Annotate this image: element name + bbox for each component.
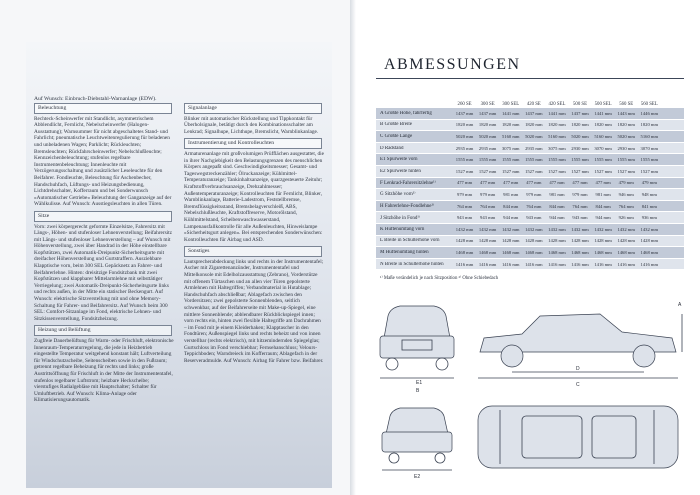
table-row	[376, 153, 684, 165]
table-cell: 1820 mm	[525, 122, 543, 128]
table-cell: 1416 mm	[571, 261, 589, 267]
table-cell: 948 mm	[641, 191, 657, 197]
table-cell: 1428 mm	[617, 238, 635, 244]
table-cell: 1468 mm	[640, 249, 659, 255]
row-label: H Fahrerlehne-Fondlehne¹⁾	[380, 204, 435, 210]
top-view-drawing	[478, 406, 678, 468]
label-e2: E2	[414, 474, 421, 480]
table-row	[376, 235, 684, 247]
table-cell: 943 mm	[526, 215, 542, 221]
row-label: A Größte Höhe, fahrfertig	[380, 110, 432, 116]
section-heading-signalanlage: Signalanlage	[184, 103, 322, 114]
table-cell: 1468 mm	[617, 249, 635, 255]
table-cell: 1441 mm	[594, 110, 612, 116]
table-cell: 979 mm	[572, 191, 588, 197]
front-view-drawing	[380, 306, 454, 394]
row-label: E2 Spurweite hinten	[380, 168, 421, 174]
table-row	[376, 119, 684, 131]
table-cell: 1555 mm	[455, 157, 474, 163]
table-cell: 477 mm	[526, 180, 542, 186]
table-cell: 5020 mm	[455, 133, 474, 139]
table-cell: 477 mm	[456, 180, 473, 186]
section-text-sitze: Vorn: zwei körpergerecht geformte Einzelsitze, Fahrersitz mit Längs-, Höhen- und stufenloser Lehnenverstellung; Beifahrersitz mit Längs- und stufenloser Lehnenverstellung – auf Wunsch mit Höhenverstellung, zwei über Handrad in der Höhe einstellbare Kopfstützen, zwei Automatik-Dreipunkt-Sicherheitsgurte mit dreifacher Höhenverstellung und Gurtstraffern. Ausziehbare Klapptische vorn, beim 300 SEL Gepäcknetz an Fahrer- und Beifahrerlehne. Hinten: dreisitzige Fondsitzbank mit zwei Kopfstützen und klappbarer Mittelarmlehne mit selbsttätiger Verriegelung; zwei Automatik-Dreipunkt-Sicherheitsgurte links und rechts außen, in der Mitte ein statischer Beckengurt. Auf Wunsch: elektrische Sitzverstellung mit und ohne Memory-Schaltung für Fahrer- und Beifahrersitz. Auf Wunsch beim 300 SEL: Comfort-Sitzanlage im Fond, elektrische Lehnen- und Sitzkissenverstellung, Fondsitzheizung.	[34, 223, 172, 322]
table-cell: 477 mm	[572, 180, 588, 186]
table-cell: 981 mm	[549, 191, 565, 197]
section-heading-sitze: Sitze	[34, 211, 172, 222]
row-label: E1 Spurweite vorn	[380, 157, 418, 163]
table-cell: 1428 mm	[525, 238, 543, 244]
table-cell: 844 mm	[503, 203, 519, 209]
table-cell: 477 mm	[480, 180, 496, 186]
table-cell: 2935 mm	[455, 145, 474, 151]
table-cell: 1437 mm	[525, 110, 543, 116]
table-row	[376, 188, 684, 200]
table-cell: 1555 mm	[571, 157, 589, 163]
section-text-signalanlage: Blinker mit automatischer Rückstellung und Tippkontakt für Überholsignale, betätigt durch den Kombinationsschalter am Lenkrad; Signalhupe, Lichthupe, Bremslicht, Warnblinkanlage.	[184, 115, 319, 135]
table-cell: 979 mm	[456, 191, 473, 197]
table-cell: 1416 mm	[548, 261, 566, 267]
table-cell: 943 mm	[480, 215, 496, 221]
table-cell: 1437 mm	[455, 110, 474, 116]
table-cell: 1446 mm	[640, 110, 659, 116]
column-header: 500 SE	[573, 102, 588, 107]
table-cell: 2935 mm	[525, 145, 543, 151]
table-cell: 477 mm	[503, 180, 519, 186]
rear-view-drawing	[382, 408, 452, 480]
column-header: 260 SE	[457, 102, 472, 107]
side-view-drawing	[478, 302, 682, 388]
table-cell: 1555 mm	[548, 157, 566, 163]
table-cell: 1428 mm	[478, 238, 497, 244]
section-text-heizung: Zugfreie Dauerbelüftung für Warm- oder Frischluft, elektronische Innenraum-Temperaturregelung, die jede in Heizbetrieb eingestellte Temperatur weitgehend konstant hält; Luftverteilung für Windschutzscheibe, Seitenscheiben sowie in den Fußraum; getrennt regelbare Beheizung für rechts und links; große Austrittsöffnung für Frischluft in der Mitte der Instrumententafel, stufenlos regelbarer Luftstrom; heizbare Heckscheibe; vierstufiges Radialgebläse mit Hauptschalter; Schalter für Umluftbetrieb. Auf Wunsch: Klima-Anlage oder Klimatisierungsautomatik.	[34, 338, 174, 404]
row-label: B Größte Breite	[380, 122, 412, 128]
table-cell: 1468 mm	[571, 249, 589, 255]
intro-text: Auf Wunsch: Einbruch-Diebstahl-Warnanlage (EDW).	[34, 96, 157, 102]
table-cell: 1527 mm	[617, 168, 635, 174]
table-cell: 979 mm	[480, 191, 496, 197]
table-row	[376, 165, 684, 177]
table-cell: 2935 mm	[478, 145, 497, 151]
table-cell: 1441 mm	[501, 110, 520, 116]
table-cell: 2930 mm	[617, 145, 635, 151]
table-cell: 1428 mm	[501, 238, 520, 244]
table-cell: 1820 mm	[455, 122, 474, 128]
table-cell: 1468 mm	[455, 249, 474, 255]
table-cell: 1416 mm	[617, 261, 635, 267]
table-cell: 1432 mm	[571, 226, 589, 232]
dimensions-table	[376, 98, 684, 269]
table-row	[376, 107, 684, 119]
table-cell: 5160 mm	[640, 133, 659, 139]
table-cell: 1416 mm	[478, 261, 497, 267]
table-cell: 1555 mm	[594, 157, 612, 163]
table-cell: 1555 mm	[640, 157, 659, 163]
table-cell: 1432 mm	[594, 226, 612, 232]
table-cell: 479 mm	[618, 180, 634, 186]
table-cell: 5020 mm	[571, 133, 589, 139]
table-cell: 1432 mm	[455, 226, 474, 232]
table-cell: 5160 mm	[594, 133, 612, 139]
table-cell: 5020 mm	[478, 133, 497, 139]
table-cell: 1432 mm	[501, 226, 520, 232]
table-cell: 944 mm	[595, 215, 611, 221]
table-cell: 1468 mm	[525, 249, 543, 255]
table-cell: 3070 mm	[640, 145, 659, 151]
table-cell: 844 mm	[595, 203, 611, 209]
label-e1: E1	[416, 380, 423, 386]
label-b: B	[416, 388, 420, 394]
column-header: 560 SE	[619, 102, 634, 107]
table-cell: 5160 mm	[501, 133, 520, 139]
table-cell: 2930 mm	[571, 145, 589, 151]
table-cell: 943 mm	[456, 215, 473, 221]
table-cell: 1428 mm	[455, 238, 474, 244]
row-label: N Breite in Schulterhöhe hinten	[380, 261, 444, 267]
section-text-instrumentierung: Armaturenanlage mit großvolumigen Prüfflächen ausgestattet, die in ihrer Nachgiebigkeit den Belastungsgrenzen des menschlichen Körpers angepaßt sind. Geschwindigkeitsmesser; Gesamt- und Tageswegstreckenzähler; Ölruckanzeige; Kühlmittel-Temperaturanzeige; Tankinhaltsanzeige, quarzgesteuerte Zeituhr; Kraftstoffverbrauchsanzeige, Drehzahlmesser; Außentemperaturanzeige; Kontrolleuchten für Fernlicht, Blinker, Warnblinkanlage, Batterie-Ladestrom, Feststellbremse, Bremsflüssigkeitsstand, Bremsbelagverschleiß, ABS, Nebelschlußleuchte, Kraftstoffreserve, Motorölstand, Kühlmittelstand, Scheibenwaschwasserstand, Lampenausfallkontrolle für alle Außenleuchten, Hinweislampe »Sicherheitsgurt anlegen«. Bei entsprechenden Sonderwünschen: Kontrolleuchten für Airbag und ASD.	[184, 150, 324, 243]
table-row	[376, 246, 684, 258]
section-heading-heizung: Heizung und Belüftung	[34, 325, 172, 336]
row-label: F Lenkrad-Fahrersitzlehne¹⁾	[380, 180, 436, 186]
table-cell: 764 mm	[480, 203, 496, 209]
table-cell: 5020 mm	[525, 133, 543, 139]
table-cell: 1527 mm	[548, 168, 566, 174]
label-a: A	[678, 302, 682, 308]
page-title: ABMESSUNGEN	[384, 56, 521, 73]
column-header: 420 SEL	[548, 102, 566, 107]
table-cell: 479 mm	[641, 180, 657, 186]
table-cell: 1820 mm	[478, 122, 497, 128]
row-label: L Breite in Schulterhöhe vorn	[380, 238, 440, 244]
table-cell: 1527 mm	[571, 168, 589, 174]
table-cell: 1820 mm	[501, 122, 520, 128]
table-cell: 946 mm	[618, 191, 634, 197]
table-cell: 1555 mm	[617, 157, 635, 163]
table-cell: 1468 mm	[548, 249, 566, 255]
title-rule	[376, 78, 684, 79]
row-label: D Radstand	[380, 145, 404, 151]
table-cell: 1468 mm	[478, 249, 497, 255]
table-cell: 1820 mm	[617, 122, 635, 128]
table-cell: 1437 mm	[571, 110, 589, 116]
table-cell: 981 mm	[503, 191, 519, 197]
label-d: D	[576, 366, 580, 372]
table-row	[376, 258, 684, 270]
table-row	[376, 223, 684, 235]
table-cell: 944 mm	[549, 215, 565, 221]
column-header: 420 SE	[526, 102, 541, 107]
row-label: K Hüftenumfang vorn	[380, 226, 425, 232]
column-header: 300 SEL	[502, 102, 520, 107]
table-cell: 1527 mm	[640, 168, 659, 174]
table-cell: 1441 mm	[548, 110, 566, 116]
row-label: J Sitzhöhe in Fond¹⁾	[380, 215, 421, 221]
table-row	[376, 130, 684, 142]
table-cell: 944 mm	[503, 215, 519, 221]
car-dimension-drawings	[372, 286, 688, 486]
table-cell: 1416 mm	[640, 261, 659, 267]
table-cell: 1555 mm	[525, 157, 543, 163]
column-header: 300 SE	[480, 102, 495, 107]
table-cell: 1416 mm	[455, 261, 474, 267]
table-cell: 1437 mm	[478, 110, 497, 116]
table-row	[376, 142, 684, 154]
table-cell: 5020 mm	[617, 133, 635, 139]
table-cell: 1527 mm	[455, 168, 474, 174]
table-cell: 3075 mm	[548, 145, 566, 151]
table-cell: 477 mm	[595, 180, 611, 186]
table-cell: 3075 mm	[501, 145, 520, 151]
table-cell: 1443 mm	[617, 110, 635, 116]
table-cell: 936 mm	[641, 215, 657, 221]
table-footnote: ¹⁾ Maße verändelich je nach Sitzposition ²⁾ Ohne Schiebedach	[380, 276, 499, 281]
table-cell: 1468 mm	[501, 249, 520, 255]
section-text-beleuchtung: Rechteck-Scheinwerfer mit Standlicht, asymmetrischem Abblendlicht, Fernlicht, Nebelscheinwerfer (Halogen-Ausstattung); Warnsummer für nicht abgeschaltetes Stand- und Fahrlicht; pneumatische Leuchtweitenregulierung für beladenen und unbeladenen Wagen; Parklicht; Rückleuchten; Bremsleuchten; Rückfahrscheinwerfer; Nebelschlußleuchte; Kennzeichenbeleuchtung; stufenlos regelbare Instrumentenbeleuchtung; Innenleuchte mit Verzögerungsschaltung und zusätzlicher Leseleuchte für den Beifahrer. Fondleuchte, Beleuchtung für Aschenbecher, Handschuhfach, Lüftungs- und Heizungsbedienung, Lichtdrehschalter, Kofferraum und bei Sonderwunsch »Automatischer Getriebe« Beleuchtung der Ganganzeige auf der Wählkulisse. Auf Wunsch: Ausstiegsleuchten in allen Türen.	[34, 115, 172, 208]
table-cell: 841 mm	[641, 203, 657, 209]
table-cell: 1820 mm	[640, 122, 659, 128]
table-row	[376, 177, 684, 189]
table-body	[376, 107, 684, 269]
table-cell: 1428 mm	[594, 238, 612, 244]
section-heading-sonstiges: Sonstiges	[184, 246, 322, 257]
section-heading-instrumentierung: Instrumentierung und Kontrolleuchten	[184, 138, 322, 149]
table-cell: 1432 mm	[478, 226, 497, 232]
table-header	[376, 98, 684, 107]
column-header: 500 SEL	[594, 102, 612, 107]
table-cell: 3070 mm	[594, 145, 612, 151]
table-cell: 1820 mm	[548, 122, 566, 128]
table-cell: 1428 mm	[548, 238, 566, 244]
label-c: C	[576, 382, 580, 388]
table-cell: 1527 mm	[478, 168, 497, 174]
section-heading-beleuchtung: Beleuchtung	[34, 103, 172, 114]
row-label: C Größte Länge	[380, 133, 413, 139]
row-label: G Sitzhöhe vorn¹⁾	[380, 192, 416, 198]
table-cell: 5160 mm	[548, 133, 566, 139]
table-cell: 1432 mm	[617, 226, 635, 232]
table-cell: 1555 mm	[478, 157, 497, 163]
table-cell: 764 mm	[572, 203, 588, 209]
table-row	[376, 211, 684, 223]
table-cell: 1432 mm	[640, 226, 659, 232]
table-cell: 1527 mm	[594, 168, 612, 174]
table-cell: 1820 mm	[594, 122, 612, 128]
table-cell: 1428 mm	[640, 238, 659, 244]
table-cell: 943 mm	[572, 215, 588, 221]
table-cell: 1428 mm	[571, 238, 589, 244]
table-cell: 1555 mm	[501, 157, 520, 163]
table-cell: 1416 mm	[501, 261, 520, 267]
section-text-sonstiges: Lautsprecherabdeckung links und rechts in der Instrumententafel; Ascher mit Zigarettenanzünder, Instrumententafel und Mittelkonsole mit Edelholzausstattung (Zebrano), Vorderstütze mit offenem Türtaschen und an allen vier Türen gepolsterte Armlehnen mit Haltegriffen; Verbandmaterial in Hutablage; Handschuhfach abschließbar; Ablagefach zwischen den Vordersitzen; zwei gepolsterte Sonnenblenden, seitlich schwenkbar, auf der Beifahrerseite mit Make-up-Spiegel, eine mittlere Sonnenblende; abblendbarer Rückblickspiegel innen; vorn rechts ein, hinten zwei flexible Haltegriffe am Dachrahmen – im Fond mit je einem Kleiderhaken; Klapptascher in den Fondtüren; Außenspiegel links und rechts beheizt und von innen verstellbar (rechts elektrisch), mit hitzemindernden Spiegelglas; Gurtschloss im Fond verschiebbar; Fernsehanschluss; Velours-Teppichboden; Warndreieck im Kofferraum; Ablagefach in der Reserveradmulde. Auf Wunsch: Airbag für Fahrer bzw. Beifahrer.	[184, 258, 324, 364]
table-cell: 764 mm	[526, 203, 542, 209]
table-cell: 764 mm	[456, 203, 473, 209]
table-cell: 1432 mm	[525, 226, 543, 232]
table-cell: 981 mm	[595, 191, 611, 197]
table-cell: 979 mm	[526, 191, 542, 197]
table-cell: 1527 mm	[525, 168, 543, 174]
table-cell: 477 mm	[549, 180, 565, 186]
table-cell: 844 mm	[549, 203, 565, 209]
column-header: 560 SEL	[640, 102, 658, 107]
table-cell: 1820 mm	[571, 122, 589, 128]
table-cell: 1416 mm	[525, 261, 543, 267]
table-row	[376, 200, 684, 212]
table-cell: 926 mm	[618, 215, 634, 221]
table-cell: 1527 mm	[501, 168, 520, 174]
table-cell: 1416 mm	[594, 261, 612, 267]
table-cell: 1432 mm	[548, 226, 566, 232]
column-right	[184, 100, 324, 364]
column-left	[34, 100, 174, 404]
row-label: M Hüftenumfang hinten	[380, 249, 429, 255]
table-cell: 1468 mm	[594, 249, 612, 255]
table-cell: 764 mm	[618, 203, 634, 209]
